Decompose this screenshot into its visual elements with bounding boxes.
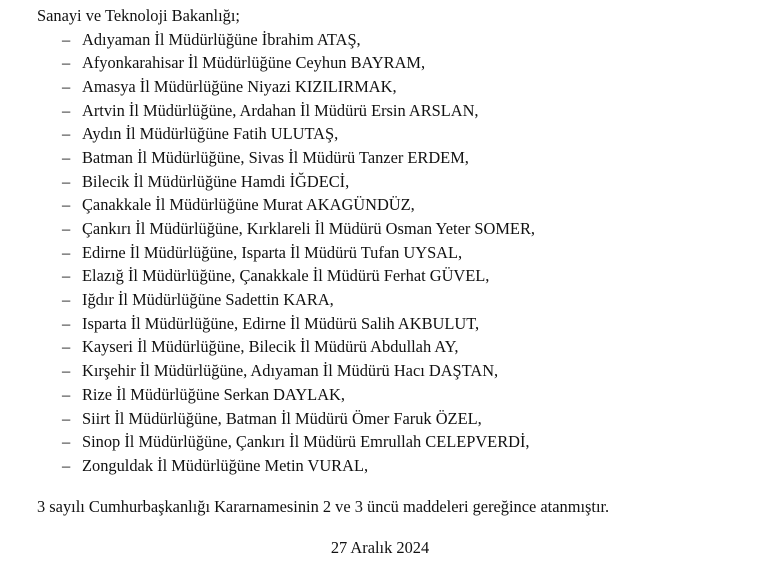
list-item bbox=[62, 312, 535, 336]
list-item bbox=[62, 51, 535, 75]
list-item-text: Çankırı İl Müdürlüğüne, Kırklareli İl Müdürü Osman Yeter SOMER, bbox=[82, 219, 535, 238]
list-item bbox=[62, 122, 535, 146]
dash-bullet: – bbox=[62, 219, 71, 238]
list-item bbox=[62, 146, 535, 170]
dash-bullet: – bbox=[62, 242, 71, 262]
list-item-text: Adıyaman İl Müdürlüğüne İbrahim ATAŞ, bbox=[82, 29, 361, 49]
list-item bbox=[62, 383, 535, 407]
list-item-text: Artvin İl Müdürlüğüne, Ardahan İl Müdürü Ersin ARSLAN, bbox=[82, 100, 479, 120]
list-item bbox=[62, 359, 535, 383]
list-item bbox=[62, 264, 535, 288]
list-item bbox=[62, 430, 535, 454]
list-item bbox=[62, 75, 535, 99]
dash-bullet: – bbox=[62, 361, 71, 381]
list-item-text: Elazığ İl Müdürlüğüne, Çanakkale İl Müdürü Ferhat GÜVEL, bbox=[82, 266, 490, 286]
appointment-list bbox=[62, 28, 535, 478]
list-item bbox=[62, 193, 535, 217]
list-item-text: Zonguldak İl Müdürlüğüne Metin VURAL, bbox=[82, 455, 369, 475]
dash-bullet: – bbox=[62, 171, 71, 191]
dash-bullet: – bbox=[62, 100, 71, 120]
dash-bullet: – bbox=[62, 432, 71, 452]
dash-bullet: – bbox=[62, 313, 71, 333]
list-item bbox=[62, 241, 535, 265]
list-item bbox=[62, 335, 535, 359]
list-item-text: Batman İl Müdürlüğüne, Sivas İl Müdürü Tanzer ERDEM, bbox=[82, 147, 469, 167]
dash-bullet: – bbox=[62, 290, 71, 310]
list-item-text: Rize İl Müdürlüğüne Serkan DAYLAK, bbox=[82, 384, 345, 404]
ministry-heading: Sanayi ve Teknoloji Bakanlığı; bbox=[37, 6, 240, 25]
list-item-text: Bilecik İl Müdürlüğüne Hamdi İĞDECİ, bbox=[82, 171, 350, 191]
list-item-text: Aydın İl Müdürlüğüne Fatih ULUTAŞ, bbox=[82, 124, 339, 144]
dash-bullet: – bbox=[62, 337, 71, 357]
dash-bullet: – bbox=[62, 384, 71, 404]
dash-bullet: – bbox=[62, 29, 71, 49]
list-item bbox=[62, 28, 535, 52]
dash-bullet: – bbox=[62, 455, 71, 475]
list-item-text: Amasya İl Müdürlüğüne Niyazi KIZILIRMAK, bbox=[82, 76, 397, 96]
dash-bullet: – bbox=[62, 53, 71, 73]
dash-bullet: – bbox=[62, 266, 71, 286]
dash-bullet: – bbox=[62, 124, 71, 144]
list-item-text: Kayseri İl Müdürlüğüne, Bilecik İl Müdürü Abdullah AY, bbox=[82, 337, 459, 357]
list-item bbox=[62, 454, 535, 478]
dash-bullet: – bbox=[62, 76, 71, 96]
list-item bbox=[62, 288, 535, 312]
list-item bbox=[62, 170, 535, 194]
list-item-text: Çanakkale İl Müdürlüğüne Murat AKAGÜNDÜZ, bbox=[82, 195, 415, 215]
list-item bbox=[62, 99, 535, 123]
dash-bullet: – bbox=[62, 408, 71, 428]
list-item-text: Edirne İl Müdürlüğüne, Isparta İl Müdürü Tufan UYSAL, bbox=[82, 242, 463, 262]
list-item-text: Isparta İl Müdürlüğüne, Edirne İl Müdürü Salih AKBULUT, bbox=[82, 313, 480, 333]
closing-statement: 3 sayılı Cumhurbaşkanlığı Kararnamesinin 2 ve 3 üncü maddeleri gereğince atanmıştır. bbox=[37, 497, 610, 516]
dash-bullet: – bbox=[62, 147, 71, 167]
list-item-text: Iğdır İl Müdürlüğüne Sadettin KARA, bbox=[82, 290, 334, 310]
list-item-text: Afyonkarahisar İl Müdürlüğüne Ceyhun BAYRAM, bbox=[82, 53, 426, 73]
list-item-text: Siirt İl Müdürlüğüne, Batman İl Müdürü Ömer Faruk ÖZEL, bbox=[82, 408, 482, 428]
list-item bbox=[62, 407, 535, 431]
document-date: 27 Aralık 2024 bbox=[330, 538, 430, 557]
list-item-text: Sinop İl Müdürlüğüne, Çankırı İl Müdürü Emrullah CELEPVERDİ, bbox=[82, 432, 530, 452]
list-item-text: Kırşehir İl Müdürlüğüne, Adıyaman İl Müdürü Hacı DAŞTAN, bbox=[82, 361, 499, 381]
list-item bbox=[62, 217, 535, 241]
dash-bullet: – bbox=[62, 195, 71, 215]
